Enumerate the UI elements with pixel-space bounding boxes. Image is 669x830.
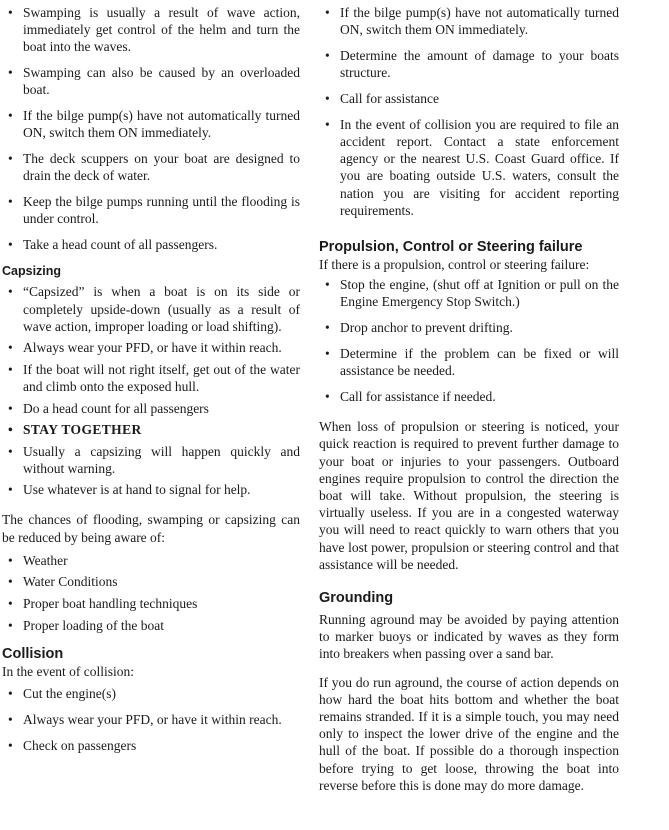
collision-heading: Collision <box>2 645 64 662</box>
list-item: • Swamping can also be caused by an overloaded boat. <box>2 64 300 98</box>
list-item: • Call for assistance <box>319 90 619 107</box>
list-item: • “Capsized” is when a boat is on its side or completely upside-down (usually as a result of wave action, improper loading or load shifting). <box>2 283 300 335</box>
list-item: • Proper boat handling techniques <box>2 595 300 612</box>
list-item: • Keep the bilge pumps running until the flooding is under control. <box>2 193 300 227</box>
capsizing-list <box>2 283 300 498</box>
collision-intro: In the event of collision: <box>2 663 134 679</box>
list-item: • Swamping is usually a result of wave action, immediately get control of the helm and turn the boat into the waves. <box>2 4 300 56</box>
list-item: • Usually a capsizing will happen quickly and without warning. <box>2 443 300 477</box>
list-item: • Weather <box>2 552 300 569</box>
left-column <box>2 0 300 762</box>
collision-list <box>2 685 300 754</box>
list-item: • If the bilge pump(s) have not automatically turned ON, switch them ON immediately. <box>2 107 300 141</box>
grounding-paragraph-2: If you do run aground, the course of action depends on how hard the boat hits bottom and whether the boat remains stranded. If it is a simple touch, you may need only to inspect the lower drive of the engine and the hull of the boat. If possible do a thorough inspection before trying to get loose, throwing the boat into reverse before this is done may do more damage. <box>319 674 619 793</box>
right-column <box>319 0 619 794</box>
list-item: • Cut the engine(s) <box>2 685 300 702</box>
list-item: • Water Conditions <box>2 573 300 590</box>
grounding-heading: Grounding <box>319 590 394 607</box>
list-item: • STAY TOGETHER <box>2 421 300 438</box>
collision-continued-list <box>319 4 619 219</box>
list-item: • Always wear your PFD, or have it within reach. <box>2 711 300 728</box>
propulsion-list <box>319 276 619 405</box>
propulsion-intro: If there is a propulsion, control or steering failure: <box>319 257 590 273</box>
grounding-paragraph-1: Running aground may be avoided by paying attention to marker buoys or indicated by waves as they form into breakers when passing over a sand bar. <box>319 612 619 662</box>
list-item: • Stop the engine, (shut off at Ignition or pull on the Engine Emergency Stop Switch.) <box>319 276 619 310</box>
list-item: • Check on passengers <box>2 737 300 754</box>
list-item: • Determine the amount of damage to your boats structure. <box>319 47 619 81</box>
list-item: • Proper loading of the boat <box>2 617 300 634</box>
list-item: • If the bilge pump(s) have not automatically turned ON, switch them ON immediately. <box>319 4 619 38</box>
list-item: • Drop anchor to prevent drifting. <box>319 319 619 336</box>
swamping-list <box>2 4 300 253</box>
list-item: • Call for assistance if needed. <box>319 388 619 405</box>
list-item: • In the event of collision you are required to file an accident report. Contact a state enforcement agency or the nearest U.S. Coast Guard office. If you are boating outside U.S. waters, consult the nation you are visiting for accident reporting requirements. <box>319 116 619 219</box>
propulsion-paragraph: When loss of propulsion or steering is noticed, your quick reaction is required to prevent further damage to your boat or injuries to your passengers. Outboard engines require propulsion to control the direction the boat will take. Without propulsion, the steering is virtually useless. If you are in a congested waterway you will need to react quickly to warn others that you have lost power, propulsion or steering control and that assistance will be needed. <box>319 419 619 572</box>
list-item: • Determine if the problem can be fixed or will assistance be needed. <box>319 345 619 379</box>
reduction-intro: The chances of flooding, swamping or capsizing can be reduced by being aware of: <box>2 512 300 545</box>
reduction-list <box>2 552 300 634</box>
list-item: • Do a head count for all passengers <box>2 400 300 417</box>
list-item: • Take a head count of all passengers. <box>2 236 300 253</box>
propulsion-heading: Propulsion, Control or Steering failure <box>319 239 583 256</box>
list-item: • Use whatever is at hand to signal for help. <box>2 481 300 498</box>
list-item: • Always wear your PFD, or have it within reach. <box>2 339 300 356</box>
capsizing-heading: Capsizing <box>2 264 62 279</box>
list-item: • The deck scuppers on your boat are designed to drain the deck of water. <box>2 150 300 184</box>
list-item: • If the boat will not right itself, get out of the water and climb onto the exposed hull. <box>2 361 300 395</box>
